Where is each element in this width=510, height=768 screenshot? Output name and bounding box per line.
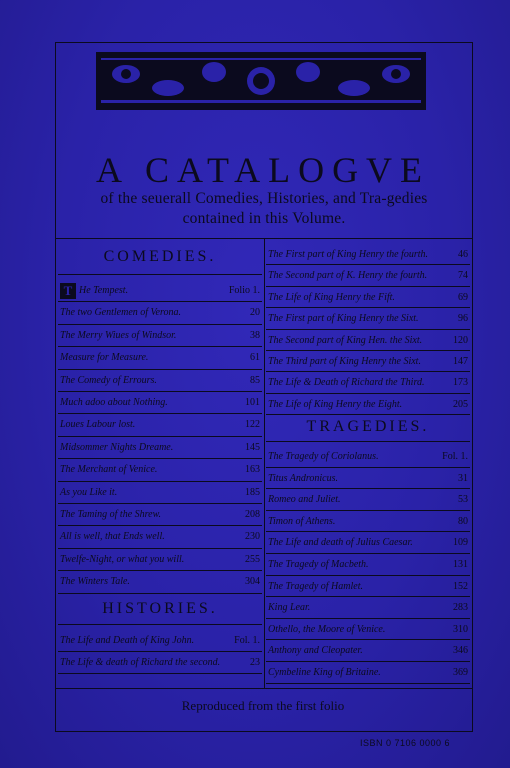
play-entry [266, 372, 470, 393]
play-title: The Second part of K. Henry the fourth. [268, 270, 428, 282]
play-title: Titus Andronicus. [268, 472, 339, 484]
play-entry [266, 662, 470, 684]
play-entry [266, 619, 470, 641]
play-title: All is well, that Ends well. [60, 531, 165, 543]
page-number: 230 [245, 531, 260, 543]
play-entry [266, 446, 470, 468]
page-number: 80 [458, 515, 468, 527]
play-title: Timon of Athens. [268, 515, 336, 527]
play-entry [58, 482, 262, 504]
play-entry [266, 489, 470, 511]
play-title: Midsommer Nights Dreame. [60, 441, 174, 453]
play-title: The Life & Death of Richard the Third. [268, 377, 425, 389]
play-title: The Merchant of Venice. [60, 464, 158, 476]
page-number: 38 [250, 329, 260, 341]
play-title: King Lear. [268, 602, 311, 614]
play-entry [266, 330, 470, 351]
play-entry [266, 511, 470, 533]
comedies-heading: COMEDIES. [103, 248, 217, 265]
play-entry [266, 308, 470, 329]
play-title: The Taming of the Shrew. [60, 509, 162, 520]
play-entry [58, 504, 262, 526]
page-number: 120 [453, 334, 468, 346]
play-entry [266, 265, 470, 286]
play-title: Measure for Measure. [60, 352, 149, 364]
play-entry [58, 370, 262, 392]
reproduction-note: Reproduced from the first folio [181, 698, 345, 713]
play-title: T He Tempest. [60, 280, 128, 302]
play-entry [266, 597, 470, 619]
play-title: Loues Labour lost. [60, 419, 136, 431]
page-number: 122 [245, 419, 260, 431]
page-number: 205 [453, 398, 468, 410]
play-entry [266, 576, 470, 598]
play-title: The Tragedy of Coriolanus. [268, 451, 379, 462]
play-entry [58, 437, 262, 459]
play-entry [58, 571, 262, 593]
play-entry [266, 468, 470, 490]
histories-rule [58, 624, 262, 625]
footer-divider [55, 688, 473, 689]
page-number: 310 [453, 623, 468, 635]
play-entry [266, 640, 470, 662]
catalogue-title: A CATALOGVE [95, 150, 431, 190]
page-number: Folio 1. [228, 285, 260, 296]
tragedies-heading: TRAGEDIES. [306, 418, 430, 435]
page-number: 208 [245, 509, 260, 520]
page-number: 369 [453, 667, 468, 678]
comedies-rule [58, 274, 262, 275]
page-number: Fol. 1. [234, 635, 260, 646]
page-number: 20 [250, 307, 260, 319]
play-entry [266, 532, 470, 554]
page-number: 255 [245, 553, 260, 565]
page-number: 152 [453, 580, 468, 592]
play-title: The Life and Death of King John. [60, 635, 195, 646]
play-title: As you Like it. [60, 486, 118, 498]
page-number: 145 [245, 441, 260, 453]
play-title: The two Gentlemen of Verona. [60, 307, 182, 319]
play-title: The Tragedy of Hamlet. [268, 580, 363, 592]
page-number: 23 [250, 657, 260, 668]
page-number: 53 [458, 494, 468, 506]
page-number: 173 [453, 377, 468, 389]
page-number: Fol. 1. [442, 451, 468, 462]
page-number: 163 [245, 464, 260, 476]
play-entry [266, 394, 470, 415]
play-title: Twelfe-Night, or what you will. [60, 553, 185, 565]
isbn-number: ISBN 0 7106 0000 6 [360, 738, 451, 748]
play-entry [58, 652, 262, 674]
page-number: 283 [453, 602, 468, 614]
play-entry [58, 630, 262, 652]
play-entry [58, 325, 262, 347]
play-title: The Life and death of Julius Caesar. [268, 537, 413, 549]
page-number: 109 [453, 537, 468, 549]
page-number: 131 [453, 559, 468, 570]
page-number: 31 [458, 472, 468, 484]
histories-heading: HISTORIES. [102, 600, 218, 617]
play-title: The Merry Wiues of Windsor. [60, 329, 177, 341]
page-number: 101 [245, 397, 260, 408]
page-number: 304 [245, 576, 260, 588]
play-title: The First part of King Henry the fourth. [268, 249, 428, 260]
play-title: Cymbeline King of Britaine. [268, 667, 381, 678]
play-title: Much adoo about Nothing. [60, 397, 168, 408]
play-entry [58, 392, 262, 414]
page-number: 74 [458, 270, 468, 282]
play-title: Othello, the Moore of Venice. [268, 623, 386, 635]
page-number: 185 [245, 486, 260, 498]
play-title: The Life of King Henry the Eight. [268, 398, 403, 410]
play-entry [58, 347, 262, 369]
play-entry [266, 351, 470, 372]
tragedies-rule [266, 441, 470, 442]
play-entry [58, 414, 262, 436]
play-title: The Tragedy of Macbeth. [268, 559, 369, 570]
page-number: 96 [458, 313, 468, 325]
play-title: The Life of King Henry the Fift. [268, 291, 395, 303]
page-number: 61 [250, 352, 260, 364]
drop-capital: T [60, 283, 76, 299]
play-title: The Second part of King Hen. the Sixt. [268, 334, 423, 346]
play-entry [266, 554, 470, 576]
page-number: 147 [453, 356, 468, 367]
play-title: The Comedy of Errours. [60, 374, 157, 386]
page-number: 85 [250, 374, 260, 386]
page-number: 46 [458, 249, 468, 260]
play-entry [58, 549, 262, 571]
play-entry [58, 280, 262, 302]
play-entry [266, 287, 470, 308]
page-number: 69 [458, 291, 468, 303]
page-number: 346 [453, 645, 468, 657]
play-title: The Life & death of Richard the second. [60, 657, 221, 668]
play-entry [58, 302, 262, 324]
play-title: Anthony and Cleopater. [268, 645, 363, 657]
play-entry [58, 459, 262, 481]
play-entry [266, 244, 470, 265]
play-title: The Winters Tale. [60, 576, 130, 588]
catalogue-subtitle: of the seuerall Comedies, Histories, and Tra-gedies contained in this Volume. [100, 190, 428, 227]
play-title: Romeo and Juliet. [268, 494, 341, 506]
play-entry [58, 526, 262, 548]
play-title: The First part of King Henry the Sixt. [268, 313, 419, 325]
ornamental-headpiece [96, 52, 426, 110]
play-title: The Third part of King Henry the Sixt. [268, 356, 421, 367]
column-divider [264, 238, 265, 688]
